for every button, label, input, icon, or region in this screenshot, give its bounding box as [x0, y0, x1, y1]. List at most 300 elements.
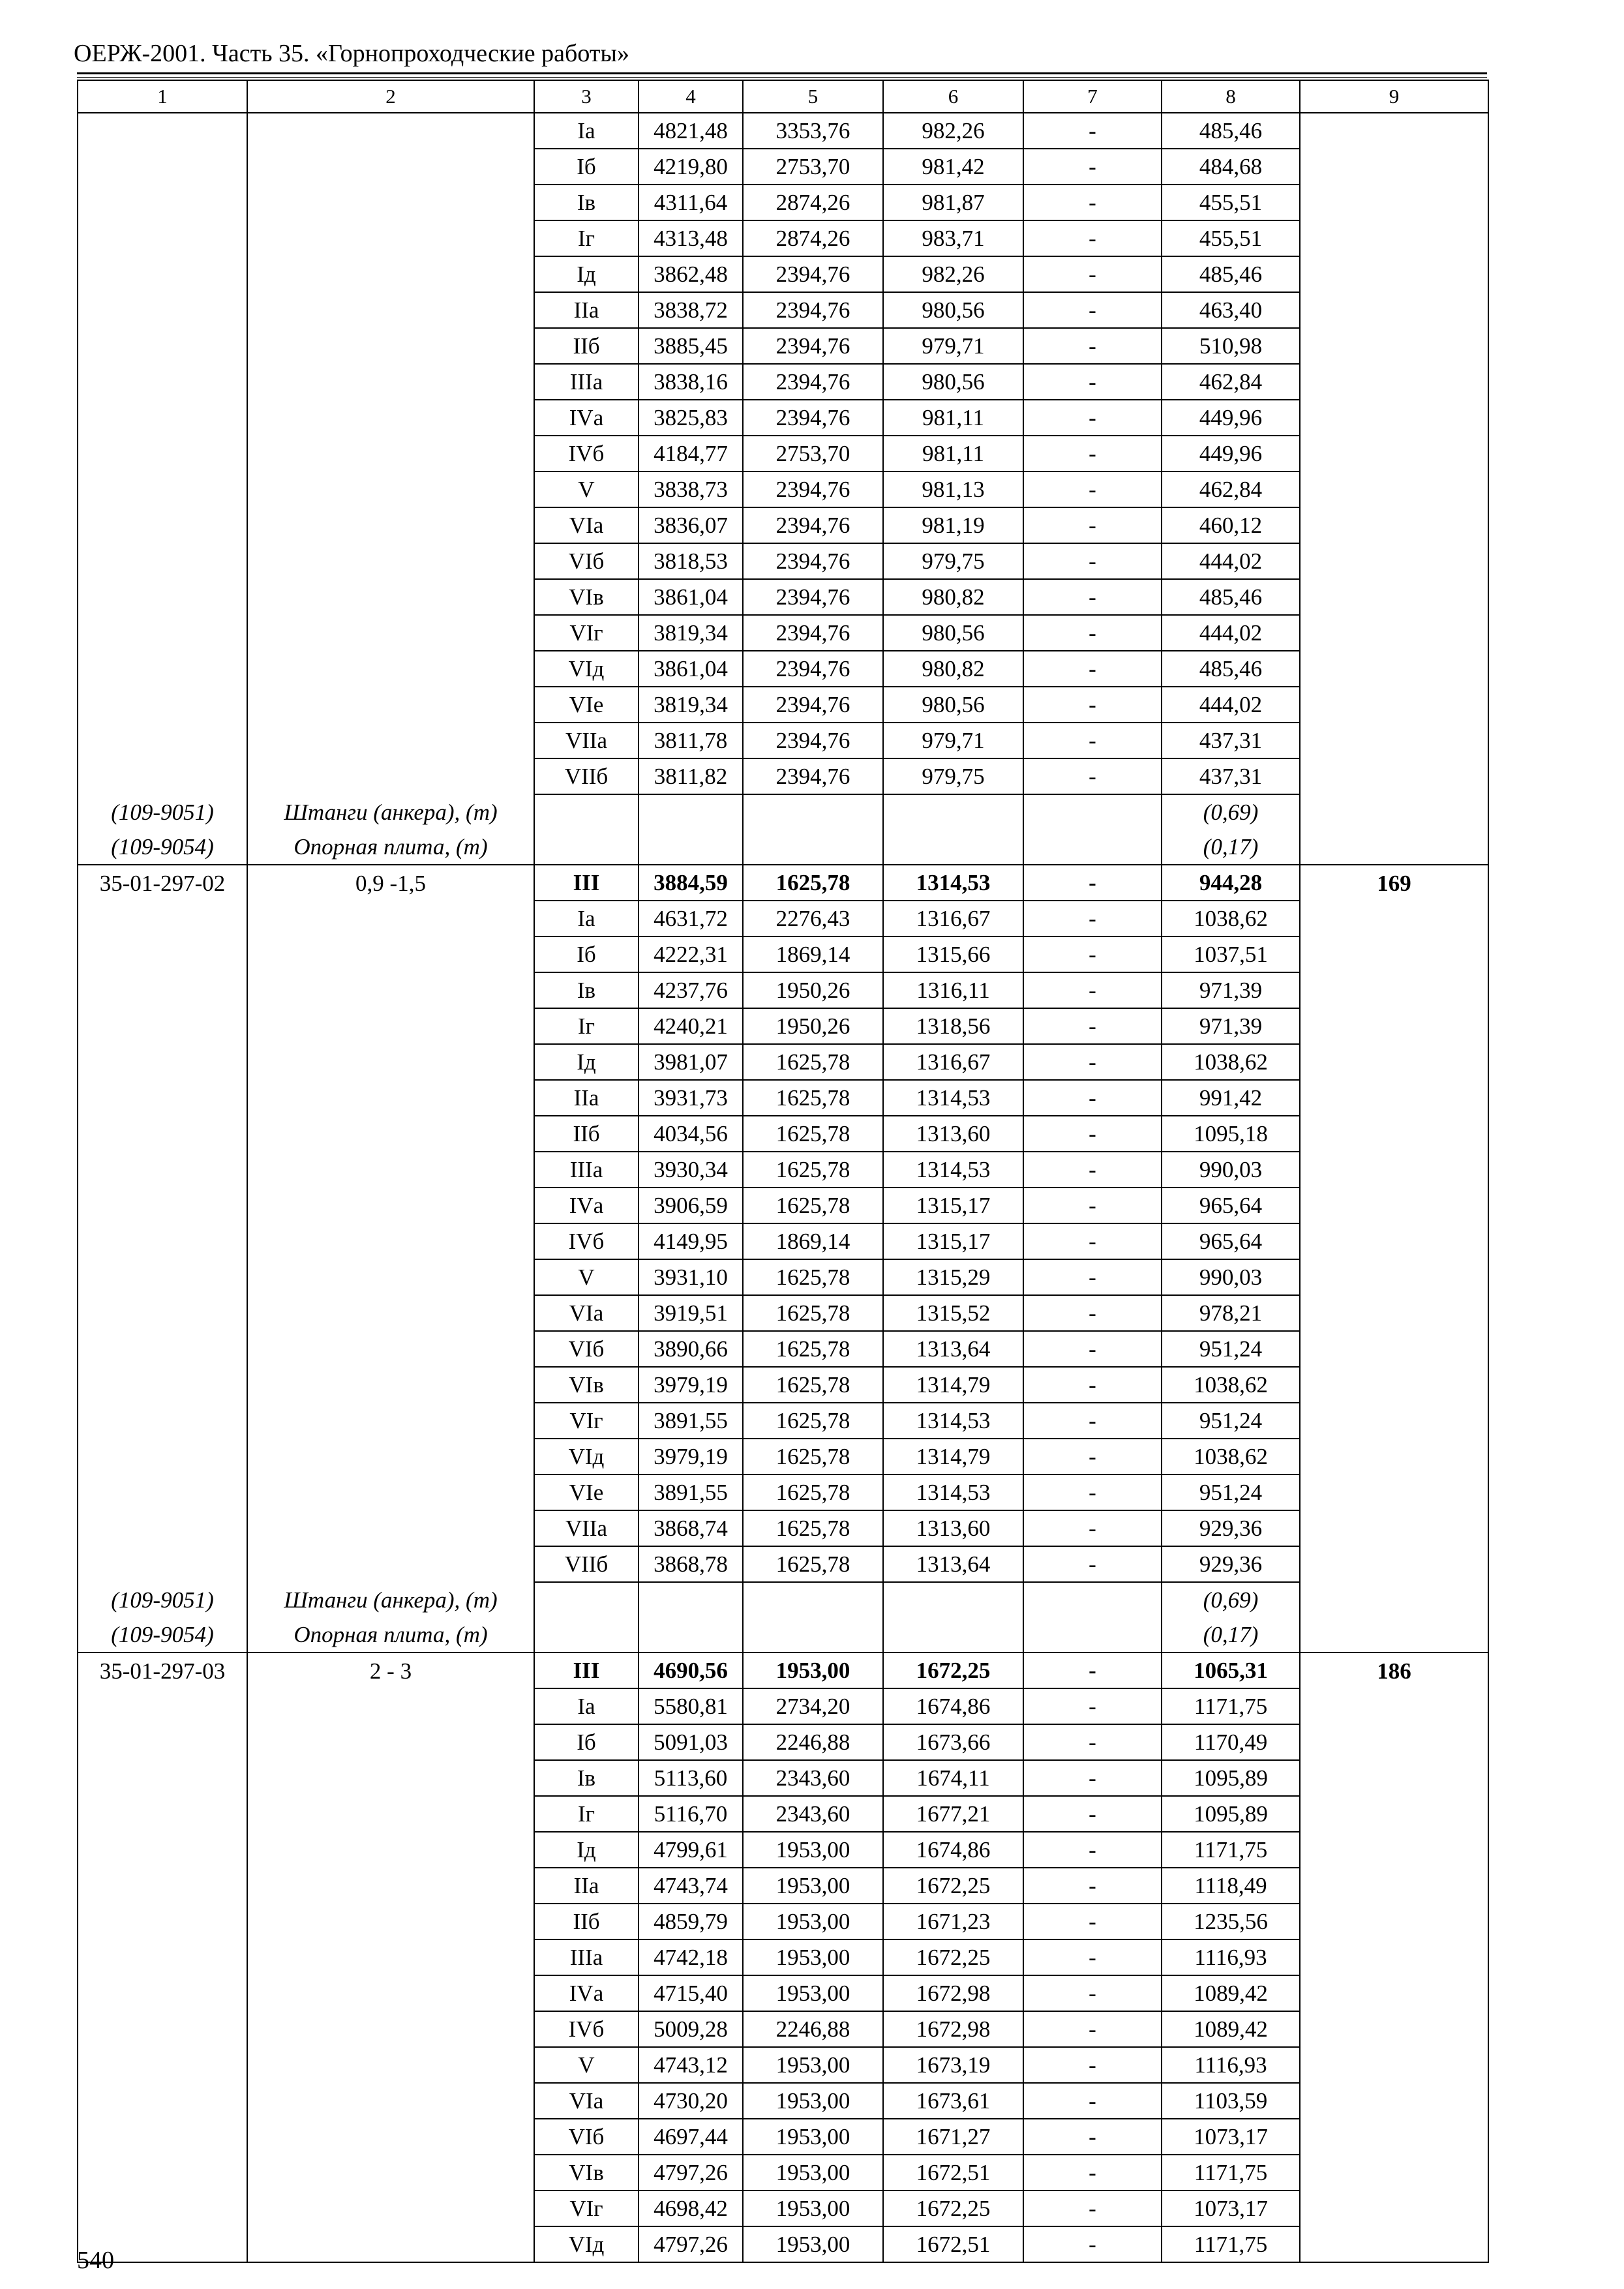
value-cell: 1315,66: [883, 936, 1023, 972]
table-row: [78, 1080, 1488, 1116]
empty-cell: [247, 1331, 534, 1367]
empty-cell: [1300, 2155, 1488, 2191]
empty-cell: [1300, 1688, 1488, 1724]
rates-table: [77, 80, 1489, 2263]
variant-label: VIе: [534, 687, 639, 723]
variant-label: Iв: [534, 185, 639, 220]
table-row: [78, 1188, 1488, 1223]
value-cell: 981,87: [883, 185, 1023, 220]
value-cell: 1625,78: [743, 1188, 883, 1223]
empty-cell: [1300, 1331, 1488, 1367]
empty-cell: [78, 1080, 247, 1116]
table-row: [78, 1044, 1488, 1080]
variant-label: V: [534, 2047, 639, 2083]
value-cell: -: [1023, 507, 1162, 543]
variant-label: VIд: [534, 651, 639, 687]
empty-cell: [247, 436, 534, 471]
value-cell: -: [1023, 292, 1162, 328]
value-cell: 2246,88: [743, 1724, 883, 1760]
value-cell: 1625,78: [743, 1546, 883, 1582]
value-cell: -: [1023, 328, 1162, 364]
value-cell: 980,56: [883, 292, 1023, 328]
table-row: [78, 758, 1488, 794]
value-cell: -: [1023, 364, 1162, 400]
empty-cell: [1300, 830, 1488, 865]
value-cell: -: [1023, 1975, 1162, 2011]
main-cell: 1314,53: [883, 865, 1023, 901]
value-cell: 485,46: [1162, 651, 1300, 687]
rate-parameter: 0,9 -1,5: [247, 865, 534, 901]
table-row: [78, 1439, 1488, 1474]
value-cell: -: [1023, 1868, 1162, 1904]
value-cell: 981,11: [883, 400, 1023, 436]
value-cell: 1314,79: [883, 1367, 1023, 1403]
value-cell: 981,13: [883, 471, 1023, 507]
empty-cell: [1023, 794, 1162, 830]
table-row: [78, 1259, 1488, 1295]
empty-cell: [1300, 543, 1488, 579]
empty-cell: [1300, 1474, 1488, 1510]
table-row: [78, 328, 1488, 364]
value-cell: -: [1023, 1510, 1162, 1546]
empty-cell: [247, 1403, 534, 1439]
empty-cell: [78, 113, 247, 149]
table-row: [78, 1510, 1488, 1546]
value-cell: 1950,26: [743, 972, 883, 1008]
empty-cell: [883, 1582, 1023, 1617]
value-cell: 2394,76: [743, 471, 883, 507]
empty-cell: [247, 901, 534, 936]
value-cell: 4311,64: [639, 185, 743, 220]
value-cell: 980,82: [883, 579, 1023, 615]
value-cell: 971,39: [1162, 1008, 1300, 1044]
value-cell: 979,75: [883, 543, 1023, 579]
value-cell: -: [1023, 1688, 1162, 1724]
empty-cell: [1300, 972, 1488, 1008]
empty-cell: [1300, 113, 1488, 149]
value-cell: 444,02: [1162, 615, 1300, 651]
value-cell: 4237,76: [639, 972, 743, 1008]
empty-cell: [78, 2155, 247, 2191]
value-cell: -: [1023, 1724, 1162, 1760]
value-cell: 951,24: [1162, 1403, 1300, 1439]
variant-label: VIIа: [534, 723, 639, 758]
value-cell: 4697,44: [639, 2119, 743, 2155]
main-cell: 1953,00: [743, 1653, 883, 1688]
empty-cell: [1300, 687, 1488, 723]
variant-label: Iг: [534, 1008, 639, 1044]
empty-cell: [78, 1939, 247, 1975]
value-cell: -: [1023, 1116, 1162, 1152]
value-cell: 455,51: [1162, 220, 1300, 256]
empty-cell: [247, 1939, 534, 1975]
material-quantity: (0,69): [1162, 794, 1300, 830]
value-cell: 1171,75: [1162, 1688, 1300, 1724]
value-cell: 1953,00: [743, 2226, 883, 2262]
empty-cell: [1300, 579, 1488, 615]
value-cell: -: [1023, 1044, 1162, 1080]
variant-label: VIв: [534, 1367, 639, 1403]
column-number: 2: [247, 80, 534, 113]
value-cell: 3919,51: [639, 1295, 743, 1331]
empty-cell: [1300, 2083, 1488, 2119]
value-cell: 3819,34: [639, 687, 743, 723]
empty-cell: [78, 1152, 247, 1188]
value-cell: 463,40: [1162, 292, 1300, 328]
value-cell: 4219,80: [639, 149, 743, 185]
empty-cell: [883, 1617, 1023, 1653]
value-cell: 1953,00: [743, 1832, 883, 1868]
empty-cell: [1300, 1403, 1488, 1439]
table-row: [78, 2083, 1488, 2119]
value-cell: 1038,62: [1162, 1367, 1300, 1403]
empty-cell: [1300, 1080, 1488, 1116]
value-cell: 1095,18: [1162, 1116, 1300, 1152]
value-cell: -: [1023, 901, 1162, 936]
value-cell: 1314,53: [883, 1474, 1023, 1510]
value-cell: 1953,00: [743, 1975, 883, 2011]
value-cell: 1674,11: [883, 1760, 1023, 1796]
value-cell: 437,31: [1162, 758, 1300, 794]
value-cell: 485,46: [1162, 113, 1300, 149]
value-cell: 4715,40: [639, 1975, 743, 2011]
variant-label: VIб: [534, 543, 639, 579]
empty-cell: [1300, 1044, 1488, 1080]
value-cell: 1313,60: [883, 1510, 1023, 1546]
empty-cell: [247, 1975, 534, 2011]
value-cell: 1953,00: [743, 1904, 883, 1939]
column-number: 1: [78, 80, 247, 113]
table-row: [78, 901, 1488, 936]
value-cell: 980,56: [883, 364, 1023, 400]
value-cell: 2394,76: [743, 507, 883, 543]
value-cell: -: [1023, 220, 1162, 256]
empty-cell: [78, 1116, 247, 1152]
empty-cell: [247, 471, 534, 507]
value-cell: 1038,62: [1162, 901, 1300, 936]
empty-cell: [1300, 1904, 1488, 1939]
value-cell: 1089,42: [1162, 1975, 1300, 2011]
variant-label: V: [534, 471, 639, 507]
value-cell: 1625,78: [743, 1510, 883, 1546]
value-cell: -: [1023, 1474, 1162, 1510]
variant-label: Iг: [534, 1796, 639, 1832]
empty-cell: [1300, 723, 1488, 758]
value-cell: 2246,88: [743, 2011, 883, 2047]
empty-cell: [78, 758, 247, 794]
empty-cell: [78, 1439, 247, 1474]
value-cell: 455,51: [1162, 185, 1300, 220]
empty-cell: [1300, 1724, 1488, 1760]
empty-cell: [78, 1796, 247, 1832]
empty-cell: [247, 723, 534, 758]
value-cell: -: [1023, 1904, 1162, 1939]
value-cell: 2874,26: [743, 185, 883, 220]
value-cell: 510,98: [1162, 328, 1300, 364]
value-cell: 983,71: [883, 220, 1023, 256]
variant-label: IIб: [534, 1904, 639, 1939]
value-cell: 3890,66: [639, 1331, 743, 1367]
material-code: (109-9051): [78, 1582, 247, 1617]
column-number-row: [78, 80, 1488, 113]
value-cell: 1314,53: [883, 1152, 1023, 1188]
value-cell: 1950,26: [743, 1008, 883, 1044]
empty-cell: [247, 1724, 534, 1760]
value-cell: 2343,60: [743, 1796, 883, 1832]
value-cell: 2394,76: [743, 543, 883, 579]
value-cell: 1625,78: [743, 1080, 883, 1116]
value-cell: 3861,04: [639, 579, 743, 615]
table-row: [78, 292, 1488, 328]
value-cell: 1625,78: [743, 1474, 883, 1510]
value-cell: 990,03: [1162, 1259, 1300, 1295]
empty-cell: [247, 1188, 534, 1223]
empty-cell: [743, 830, 883, 865]
value-cell: -: [1023, 185, 1162, 220]
empty-cell: [247, 1044, 534, 1080]
empty-cell: [78, 1724, 247, 1760]
value-cell: 1953,00: [743, 2047, 883, 2083]
value-cell: -: [1023, 1546, 1162, 1582]
empty-cell: [1300, 471, 1488, 507]
value-cell: 2394,76: [743, 328, 883, 364]
variant-label: VIе: [534, 1474, 639, 1510]
variant-label: IIа: [534, 292, 639, 328]
empty-cell: [1300, 436, 1488, 471]
empty-cell: [78, 2119, 247, 2155]
variant-label: Iб: [534, 1724, 639, 1760]
main-cell: 944,28: [1162, 865, 1300, 901]
value-cell: 4743,12: [639, 2047, 743, 2083]
variant-label: IIа: [534, 1868, 639, 1904]
variant-label: VIб: [534, 1331, 639, 1367]
table-row: [78, 972, 1488, 1008]
empty-cell: [78, 328, 247, 364]
value-cell: 2394,76: [743, 615, 883, 651]
empty-cell: [247, 651, 534, 687]
value-cell: 3885,45: [639, 328, 743, 364]
value-cell: -: [1023, 1796, 1162, 1832]
empty-cell: [78, 2011, 247, 2047]
table-row: [78, 1116, 1488, 1152]
variant-label: IIб: [534, 328, 639, 364]
column-number: 7: [1023, 80, 1162, 113]
empty-cell: [78, 1008, 247, 1044]
table-row: [78, 1796, 1488, 1832]
column-number: 8: [1162, 80, 1300, 113]
value-cell: 4184,77: [639, 436, 743, 471]
variant-label: IVб: [534, 436, 639, 471]
variant-label: VIд: [534, 2226, 639, 2262]
empty-cell: [247, 1439, 534, 1474]
empty-cell: [78, 364, 247, 400]
value-cell: 1625,78: [743, 1367, 883, 1403]
value-cell: 1095,89: [1162, 1760, 1300, 1796]
table-row: [78, 2011, 1488, 2047]
value-cell: 1625,78: [743, 1403, 883, 1439]
empty-cell: [78, 220, 247, 256]
material-code: (109-9051): [78, 794, 247, 830]
value-cell: 1095,89: [1162, 1796, 1300, 1832]
variant-label: Iг: [534, 220, 639, 256]
table-row: [78, 579, 1488, 615]
empty-cell: [247, 2047, 534, 2083]
empty-cell: [1300, 507, 1488, 543]
empty-cell: [78, 1188, 247, 1223]
table-row: [78, 185, 1488, 220]
value-cell: 1116,93: [1162, 2047, 1300, 2083]
value-cell: -: [1023, 436, 1162, 471]
value-cell: 3811,78: [639, 723, 743, 758]
value-cell: 3838,16: [639, 364, 743, 400]
empty-cell: [247, 1080, 534, 1116]
value-cell: 3861,04: [639, 651, 743, 687]
variant-label: Iд: [534, 1044, 639, 1080]
empty-cell: [1300, 185, 1488, 220]
table-row: [78, 113, 1488, 149]
value-cell: -: [1023, 723, 1162, 758]
value-cell: -: [1023, 1080, 1162, 1116]
empty-cell: [247, 2119, 534, 2155]
value-cell: 4821,48: [639, 113, 743, 149]
value-cell: 3981,07: [639, 1044, 743, 1080]
value-cell: 4313,48: [639, 220, 743, 256]
empty-cell: [247, 758, 534, 794]
empty-cell: [247, 220, 534, 256]
value-cell: 4034,56: [639, 1116, 743, 1152]
value-cell: 1037,51: [1162, 936, 1300, 972]
empty-cell: [78, 1904, 247, 1939]
empty-cell: [247, 1546, 534, 1582]
table-row: [78, 436, 1488, 471]
empty-cell: [247, 1510, 534, 1546]
material-name: Опорная плита, (т): [247, 830, 534, 865]
table-row: [78, 651, 1488, 687]
table-row: [78, 2119, 1488, 2155]
value-cell: 1953,00: [743, 1868, 883, 1904]
empty-cell: [247, 1796, 534, 1832]
variant-label: VIг: [534, 2191, 639, 2226]
variant-label: IVб: [534, 1223, 639, 1259]
empty-cell: [78, 1223, 247, 1259]
value-cell: 2394,76: [743, 579, 883, 615]
empty-cell: [1300, 1796, 1488, 1832]
value-cell: 951,24: [1162, 1331, 1300, 1367]
empty-cell: [1023, 830, 1162, 865]
empty-cell: [78, 723, 247, 758]
value-cell: 2394,76: [743, 651, 883, 687]
variant-label: IIа: [534, 1080, 639, 1116]
empty-cell: [247, 1832, 534, 1868]
table-row-main: [78, 865, 1488, 901]
value-cell: 5113,60: [639, 1760, 743, 1796]
empty-cell: [1300, 1116, 1488, 1152]
value-cell: 1170,49: [1162, 1724, 1300, 1760]
rate-parameter: 2 - 3: [247, 1653, 534, 1688]
value-cell: 980,56: [883, 615, 1023, 651]
value-cell: -: [1023, 936, 1162, 972]
main-cell: -: [1023, 1653, 1162, 1688]
value-cell: 2394,76: [743, 687, 883, 723]
rate-code: 35-01-297-02: [78, 865, 247, 901]
empty-cell: [1300, 615, 1488, 651]
table-row: [78, 1832, 1488, 1868]
variant-label: IIIа: [534, 1939, 639, 1975]
value-cell: 1677,21: [883, 1796, 1023, 1832]
empty-cell: [78, 149, 247, 185]
value-cell: 3891,55: [639, 1403, 743, 1439]
table-row: [78, 2226, 1488, 2262]
empty-cell: [534, 794, 639, 830]
empty-cell: [247, 2011, 534, 2047]
variant-label: V: [534, 1259, 639, 1295]
value-cell: -: [1023, 1188, 1162, 1223]
empty-cell: [247, 1259, 534, 1295]
material-code: (109-9054): [78, 1617, 247, 1653]
empty-cell: [78, 1367, 247, 1403]
empty-cell: [247, 1367, 534, 1403]
value-cell: 5580,81: [639, 1688, 743, 1724]
value-cell: 3819,34: [639, 615, 743, 651]
value-cell: -: [1023, 1223, 1162, 1259]
column-number: 5: [743, 80, 883, 113]
value-cell: 3862,48: [639, 256, 743, 292]
value-cell: 449,96: [1162, 400, 1300, 436]
empty-cell: [78, 292, 247, 328]
variant-label: VIб: [534, 2119, 639, 2155]
variant-label: Iб: [534, 149, 639, 185]
empty-cell: [247, 1008, 534, 1044]
value-cell: 971,39: [1162, 972, 1300, 1008]
table-row: [78, 615, 1488, 651]
table-row: [78, 2047, 1488, 2083]
value-cell: 1316,11: [883, 972, 1023, 1008]
table-row: [78, 507, 1488, 543]
empty-cell: [78, 687, 247, 723]
empty-cell: [1300, 400, 1488, 436]
value-cell: 1673,61: [883, 2083, 1023, 2119]
table-row: [78, 149, 1488, 185]
empty-cell: [78, 436, 247, 471]
empty-cell: [247, 579, 534, 615]
value-cell: 1316,67: [883, 1044, 1023, 1080]
value-cell: 1171,75: [1162, 2226, 1300, 2262]
value-cell: -: [1023, 471, 1162, 507]
empty-cell: [247, 1760, 534, 1796]
value-cell: 979,75: [883, 758, 1023, 794]
table-body: [78, 80, 1488, 2262]
value-cell: -: [1023, 2011, 1162, 2047]
table-row: [78, 1546, 1488, 1582]
value-cell: 982,26: [883, 113, 1023, 149]
empty-cell: [247, 615, 534, 651]
value-cell: 1672,25: [883, 1939, 1023, 1975]
value-cell: 1625,78: [743, 1331, 883, 1367]
material-row: [78, 1582, 1488, 1617]
empty-cell: [534, 1582, 639, 1617]
page-number: 540: [77, 2247, 114, 2274]
variant-label: VIIб: [534, 1546, 639, 1582]
empty-cell: [1300, 149, 1488, 185]
empty-cell: [247, 1223, 534, 1259]
empty-cell: [78, 936, 247, 972]
variant-label: VIг: [534, 615, 639, 651]
empty-cell: [78, 2083, 247, 2119]
value-cell: 3979,19: [639, 1439, 743, 1474]
value-cell: 2753,70: [743, 149, 883, 185]
variant-label: Iа: [534, 113, 639, 149]
value-cell: -: [1023, 1331, 1162, 1367]
